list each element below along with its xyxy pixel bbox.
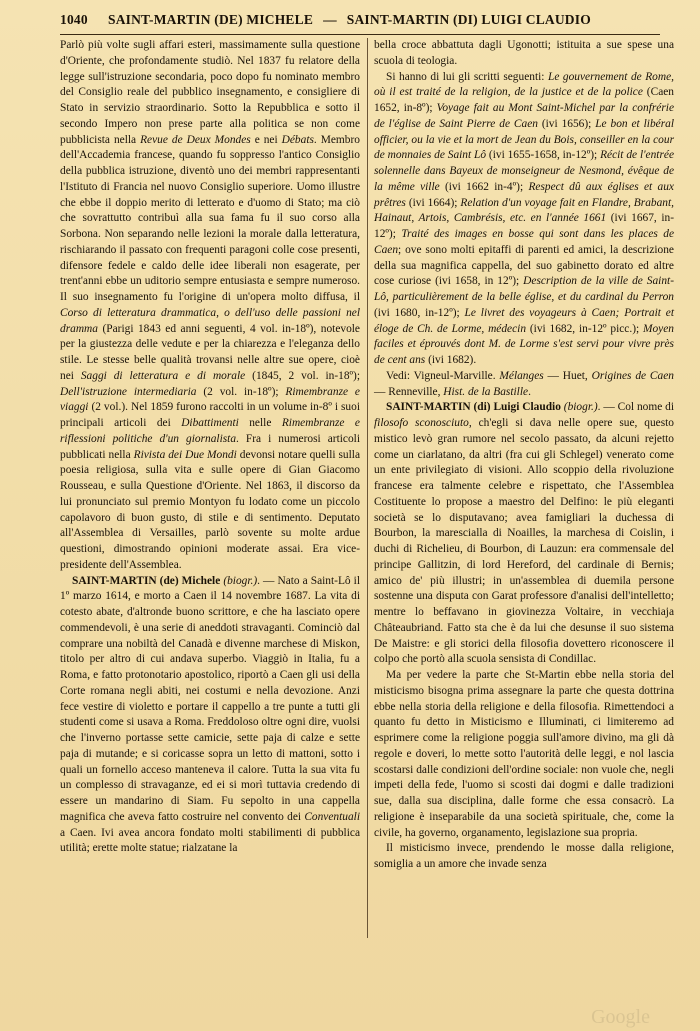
header-right-title: SAINT-MARTIN (DI) LUIGI CLAUDIO <box>346 12 591 27</box>
entry-saint-martin-luigi-claudio: SAINT-MARTIN (di) Luigi Claudio (biogr.). — Col nome di filosofo sconosciuto, ch'egli si dava nelle opere sue, questo mistico levò gran rumore nel secolo passato, da alcuni rejetto come un ciarlatano, da altri (fra cui gli Schlegel) venerato come un ente privilegiato di visioni. Allo scoppio della rivoluzione francese era talmente celebre e rispettato, che l'Assemblea Costituente lo propose a maestro del Delfino: le più eleganti società se lo disputavano; avea famigliari la duchessa di Bourbon, la marescialla di Noailles, la marchesa di Coislin, i duchi di Richelieu, di Bourbon, di Lauzun: era commensale del principe Gallitzin, di lord Hereford, del cardinale di Bernis; amico de' più illustri; in un'assemblea di duemila persone sostenne una disputa con Garat professore d'analisi dell'intelletto; mentre lo beffavano in giovinezza Voltaire, in vecchiaja Châteaubriand. Fatto sta che è da lui che desunse il suo sistema De Maistre: e gli storici della filosofia dovettero riconoscere il colpo che portò alla scuola sensista di Condillac. <box>374 401 675 666</box>
paragraph-mysticism-cont: Il misticismo invece, prendendo le mosse dalla religione, somiglia a un amore che invade senza <box>374 842 674 870</box>
paragraph-villemain-continued: Parlò più volte sugli affari esteri, massimamente sulla questione d'Oriente, che profondamente studiò. Nel 1837 fu relatore della legge sull'istruzione secondaria, poco dopo fu nominato membro del Consiglio reale del pubblico insegnamento, e consigliere di Stato in servizio straordinario. Sotto la Repubblica e sotto il secondo Impero non prese parte alla politica se non come pubblicista nella Revue de Deux Mondes e nei Débats. Membro dell'Accademia francese, quando fu soppresso l'antico Consiglio della pubblica istruzione, diventò uno dei membri rappresentanti l'Istituto di Francia nel nuovo Consiglio superiore. Uomo illustre che ebbe il doppio merito di letterato e d'uomo di Stato; ma ciò che sovrattutto contribuì alla sua fama fu il suo corso alla Sorbona. Non separando nelle lezioni la morale dalla letteratura, rischiarando il passato con frequenti paragoni colle cose presenti, difensore fedele e caldo delle idee liberali non esagerate, per trent'anni ebbe un uditorio sempre entusiasta e sempre numeroso. Il suo insegnamento fu l'origine di un'opera molto diffusa, il Corso di letteratura drammatica, o dell'uso delle passioni nel dramma (Parigi 1843 ed anni seguenti, 4 vol. in-18º), notevole per la giustezza delle vedute e per la chiarezza e l'eleganza dello stile. Le stesse belle qualità trovansi nelle altre sue opere, cioè nei Saggi di letteratura e di morale (1845, 2 vol. in-18º); Dell'istruzione intermediaria (2 vol. in-18º); Rimembranze e viaggi (2 vol.). Nel 1859 furono raccolti in un volume in-8º i suoi principali articoli dei Dibattimenti nelle Rimembranze e riflessioni politiche d'un giornalista. Fra i numerosi articoli pubblicati nella Rivista dei Due Mondi devonsi notare quelli sulla poesia religiosa, sulla vita e sulle opere di Gian Giacomo Rousseau, e sulla Questione d'Oriente. Nel 1863, il discorso da lui pronunciato sul premio Montyon fu lodato come un piccolo capolavoro di buon gusto, di stile e di sentimento. Deputato all'Assemblea di Versailles, parlò sovente su molte ardue questioni, dimostrando opinioni moderate assai. Era vice-presidente dell'Assemblea. <box>60 39 361 571</box>
entry-heading: SAINT-MARTIN (de) Michele <box>72 574 221 587</box>
column-divider <box>367 38 368 938</box>
entry-saint-martin-michele: SAINT-MARTIN (de) Michele (biogr.). — Nato a Saint-Lô il 1º marzo 1614, e morto a Caen il 14 novembre 1687. La vita di cotesto abate, d'altronde buono scrittore, e che ha lasciato opere commendevoli, è una serie di aneddoti stravaganti. Cominciò dal comprare una nobiltà del Canadà e divenne marchese di Miskon, titolo per altro di cui andava superbo. Viaggiò in Italia, fu a Roma, e fatto protonotario apostolico, riportò a Caen gli usi della Corte romana negli abiti, nei costumi e nella devozione. Anzi fece vestire di violetto e portare il cappello a tre punte a tutti gli studenti come si usava a Roma. Freddoloso oltre ogni dire, vuolsi che l'inverno portasse sette camicie, sette paja di calze e sette paja di mutande; e si coricasse sopra un letto di mattoni, sotto i quali un fornello acceso manteneva il calore. Tutta la sua vita fu un complesso di stravaganze, ed ei si morì tuttavia credendo di essere un mandarino di Siam. Fu sepolto in una cappella magnifica che aveva fatto costruire nel convento dei Conventuali a Caen. Ivi avea ancora fondato molti stabilimenti di pubblica utilità; erette molte statue; rialzatane la <box>60 574 360 855</box>
paragraph-continued: bella croce abbattuta dagli Ugonotti; istituita a sue spese una scuola di teologia. <box>374 39 674 67</box>
header-separator: — <box>323 12 337 27</box>
entry-heading: SAINT-MARTIN (di) Luigi Claudio <box>386 401 561 414</box>
header-rule <box>60 34 660 35</box>
paragraph-references: Vedi: Vigneul-Marville. Mélanges — Huet, Origines de Caen — Renneville, Hist. de la Bastille. <box>374 369 674 398</box>
right-column <box>374 38 674 873</box>
header-left-title: SAINT-MARTIN (DE) MICHELE <box>108 12 314 27</box>
watermark: Google <box>591 1006 650 1028</box>
paragraph-mysticism: Ma per vedere la parte che St-Martin ebbe nella storia del misticismo bisogna prima assegnare la parte che questa dottrina ebbe nella storia della religione e della filosofia. Rimettendoci a quanto fu detto in Misticismo e Illuminati, ci limiteremo ad esprimere come la religione poggia sull'amore divino, ma gli dà regole e doveri, lo mette sotto l'autorità delle leggi, e nol lascia scostarsi dalle condizioni dell'ordine sociale: non vuole che, negli impeti della fede, l'uomo si scosti dai dogmi e dalle tradizioni sue, dalla sua disciplina, dalle forme che essa consacrò. La religione è inseparabile da una società spirituale, che, come la civile, ha governo, organamento, legislazione sua propria. <box>374 669 674 839</box>
left-column <box>60 38 360 857</box>
page-number: 1040 <box>60 12 88 27</box>
running-header <box>60 12 660 32</box>
paragraph-works-list: Si hanno di lui gli scritti seguenti: Le gouvernement de Rome, où il est traité de la religion, de la justice et de la police (Caen 1652, in-8º); Voyage fait au Mont Saint-Michel par la confrérie de l'église de Saint Pierre de Caen (ivi 1656); Le bon et libéral officier, ou la vie et la mort de Jean du Bois, conseiller en la cour de monnaies de Saint Lô (ivi 1655-1658, in-12º); Récit de l'entrée solennelle dans Bayeux de monseigneur de Nesmond, évêque de la même ville (ivi 1662 in-4º); Respect dû aux églises et aux prêtres (ivi 1664); Relation d'un voyage fait en Flandre, Brabant, Hainaut, Artois, Cambrésis, etc. en l'année 1661 (ivi 1667, in-12º); Traité des images en bosse qui sont dans les places de Caen; ove sono molti epitaffi di parenti ed amici, la descrizione della sua magnifica cappella, del suo gabinetto dorato ed altre cose curiose (ivi 1658, in 12º); Description de la ville de Saint-Lô, particulièrement de la belle église, et du cardinal du Perron (ivi 1680, in-12º); Le livret des voyageurs à Caen; Portrait et éloge de Ch. de Lorme, médecin (ivi 1682, in-12º picc.); Moyen faciles et éprouvés dont M. de Lorme s'est servi pour vivre près de cent ans (ivi 1682). <box>374 70 675 366</box>
